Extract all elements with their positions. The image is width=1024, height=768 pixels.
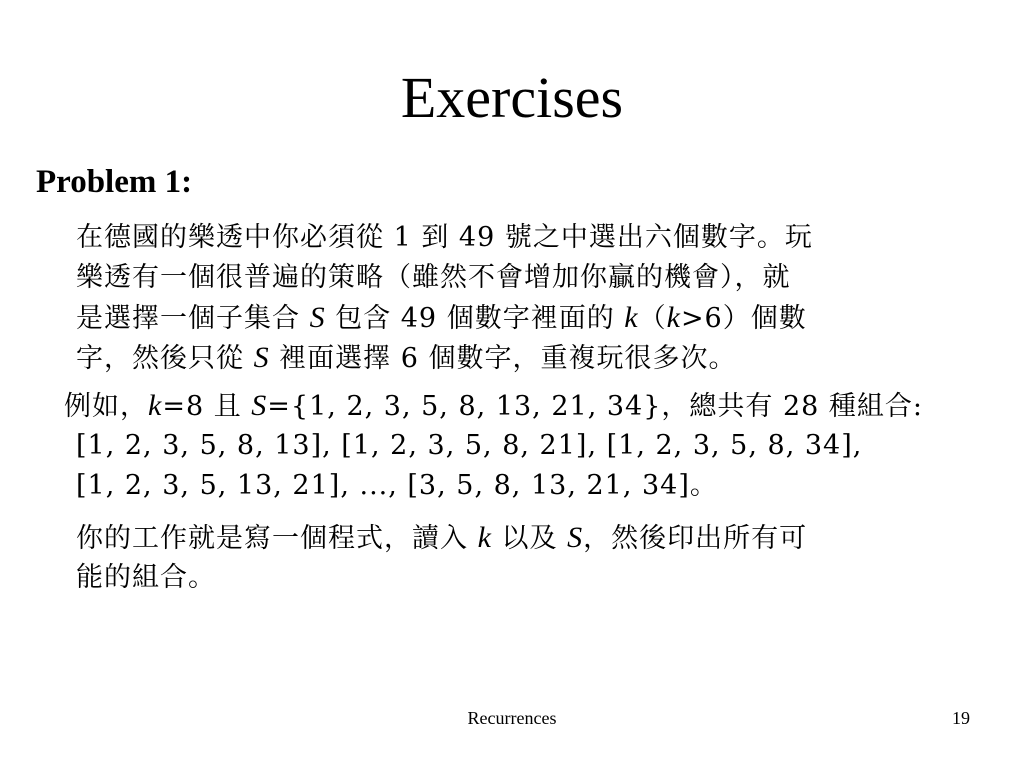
page-number: 19	[952, 708, 970, 728]
text-span: 能的組合。	[76, 562, 216, 593]
paragraph-line	[76, 298, 813, 338]
text-span: 在德國的樂透中你必須從 1 到 49 號之中選出六個數字。玩	[76, 222, 813, 253]
text-span: [1, 2, 3, 5, 8, 13], [1, 2, 3, 5, 8, 21], [1, 2, 3, 5, 8, 34],	[76, 430, 863, 461]
variable-k: k	[624, 301, 639, 334]
text-span: 是選擇一個子集合	[76, 303, 310, 334]
paragraph-line	[64, 386, 923, 426]
variable-S: S	[567, 521, 584, 554]
variable-S: S	[309, 301, 326, 334]
paragraph-line	[64, 466, 923, 506]
text-span: ，然後印出所有可	[583, 523, 808, 554]
text-span: 樂透有一個很普遍的策略（雖然不會增加你贏的機會），就	[76, 262, 791, 293]
paragraph-line	[64, 426, 923, 466]
text-span: 以及	[491, 523, 568, 554]
paragraph-line	[76, 518, 807, 558]
text-span: 包含 49 個數字裡面的	[325, 303, 625, 334]
variable-k: k	[148, 389, 163, 422]
text-span: ={1, 2, 3, 5, 8, 13, 21, 34}，總共有 28 種組合:	[267, 391, 924, 422]
variable-S: S	[253, 341, 270, 374]
text-span: =8 且	[162, 391, 252, 422]
text-span: 例如，	[64, 391, 148, 422]
paragraph-line	[76, 258, 813, 298]
paragraph-line	[76, 338, 813, 378]
problem-description-paragraph	[76, 218, 813, 378]
text-span: 裡面選擇 6 個數字，重複玩很多次。	[269, 343, 737, 374]
paragraph-line	[76, 558, 807, 598]
variable-k: k	[666, 301, 681, 334]
paragraph-line	[76, 218, 813, 258]
problem-heading: Problem 1:	[36, 164, 193, 200]
task-paragraph	[76, 518, 807, 598]
text-span: 你的工作就是寫一個程式，讀入	[76, 523, 478, 554]
footer-label: Recurrences	[467, 708, 557, 728]
text-span: （	[638, 303, 667, 334]
slide-title: Exercises	[400, 65, 624, 130]
text-span: [1, 2, 3, 5, 13, 21], ..., [3, 5, 8, 13, 21, 34]。	[76, 470, 718, 501]
text-span: 字，然後只從	[76, 343, 254, 374]
text-span: >6）個數	[680, 303, 807, 334]
variable-k: k	[477, 521, 492, 554]
variable-S: S	[251, 389, 268, 422]
example-paragraph	[64, 386, 923, 506]
